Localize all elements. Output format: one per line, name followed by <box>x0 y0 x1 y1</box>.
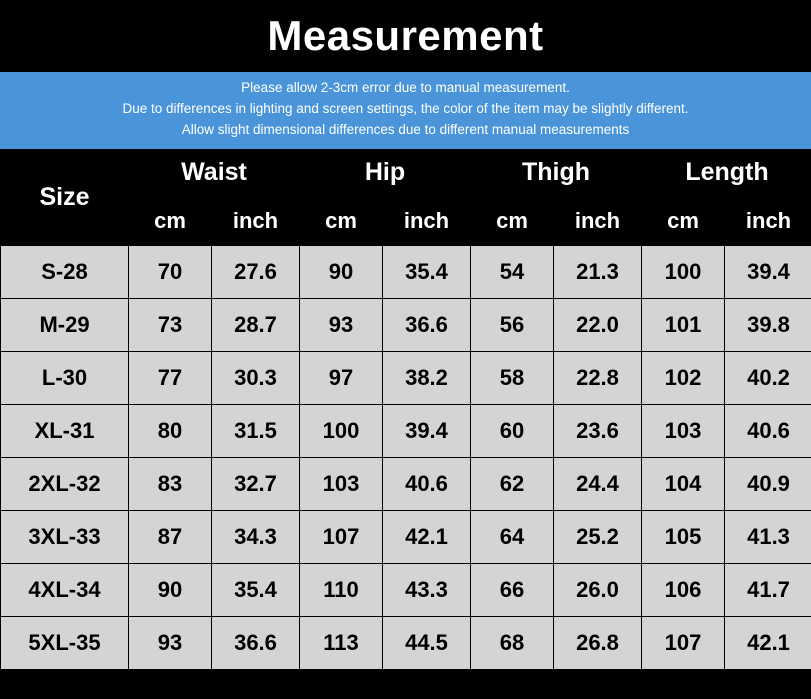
cell-length-cm: 101 <box>642 298 725 351</box>
header-unit-thigh-inch: inch <box>554 196 642 245</box>
page-title: Measurement <box>267 12 544 59</box>
cell-hip-inch: 35.4 <box>383 245 471 298</box>
header-unit-waist-cm: cm <box>129 196 212 245</box>
size-table <box>0 149 811 670</box>
cell-waist-inch: 31.5 <box>212 404 300 457</box>
cell-length-inch: 40.2 <box>725 351 811 404</box>
cell-waist-cm: 87 <box>129 510 212 563</box>
table-row <box>1 563 811 616</box>
cell-length-inch: 39.4 <box>725 245 811 298</box>
cell-thigh-inch: 22.8 <box>554 351 642 404</box>
header-unit-length-cm: cm <box>642 196 725 245</box>
header-unit-length-inch: inch <box>725 196 811 245</box>
table-row <box>1 404 811 457</box>
cell-hip-inch: 36.6 <box>383 298 471 351</box>
cell-length-inch: 40.9 <box>725 457 811 510</box>
table-row <box>1 245 811 298</box>
cell-hip-inch: 39.4 <box>383 404 471 457</box>
cell-waist-cm: 90 <box>129 563 212 616</box>
cell-waist-inch: 28.7 <box>212 298 300 351</box>
cell-size: 5XL-35 <box>1 616 129 669</box>
cell-hip-cm: 97 <box>300 351 383 404</box>
cell-thigh-inch: 24.4 <box>554 457 642 510</box>
cell-thigh-cm: 62 <box>471 457 554 510</box>
header-group-hip: Hip <box>300 149 471 196</box>
cell-size: 3XL-33 <box>1 510 129 563</box>
cell-hip-cm: 110 <box>300 563 383 616</box>
cell-length-inch: 39.8 <box>725 298 811 351</box>
cell-thigh-inch: 25.2 <box>554 510 642 563</box>
cell-waist-cm: 73 <box>129 298 212 351</box>
cell-waist-inch: 30.3 <box>212 351 300 404</box>
cell-length-inch: 41.7 <box>725 563 811 616</box>
cell-thigh-inch: 22.0 <box>554 298 642 351</box>
cell-hip-cm: 100 <box>300 404 383 457</box>
table-row <box>1 298 811 351</box>
cell-thigh-inch: 23.6 <box>554 404 642 457</box>
cell-thigh-cm: 64 <box>471 510 554 563</box>
cell-waist-inch: 35.4 <box>212 563 300 616</box>
cell-hip-cm: 90 <box>300 245 383 298</box>
cell-hip-inch: 38.2 <box>383 351 471 404</box>
cell-waist-inch: 36.6 <box>212 616 300 669</box>
notice-banner <box>0 72 811 149</box>
cell-thigh-cm: 54 <box>471 245 554 298</box>
cell-length-cm: 102 <box>642 351 725 404</box>
cell-length-inch: 40.6 <box>725 404 811 457</box>
cell-length-cm: 100 <box>642 245 725 298</box>
header-group-thigh: Thigh <box>471 149 642 196</box>
cell-hip-cm: 93 <box>300 298 383 351</box>
header-unit-waist-inch: inch <box>212 196 300 245</box>
table-row <box>1 351 811 404</box>
cell-waist-cm: 93 <box>129 616 212 669</box>
cell-waist-cm: 83 <box>129 457 212 510</box>
cell-size: XL-31 <box>1 404 129 457</box>
header-size: Size <box>1 149 129 245</box>
cell-size: M-29 <box>1 298 129 351</box>
header-unit-thigh-cm: cm <box>471 196 554 245</box>
cell-thigh-cm: 56 <box>471 298 554 351</box>
table-row <box>1 616 811 669</box>
notice-line-2: Due to differences in lighting and screen settings, the color of the item may be slightly different. <box>122 100 689 116</box>
title-bar <box>0 0 811 72</box>
cell-length-cm: 103 <box>642 404 725 457</box>
cell-hip-cm: 103 <box>300 457 383 510</box>
cell-hip-inch: 42.1 <box>383 510 471 563</box>
cell-thigh-cm: 68 <box>471 616 554 669</box>
header-group-length: Length <box>642 149 811 196</box>
cell-hip-cm: 113 <box>300 616 383 669</box>
cell-waist-inch: 34.3 <box>212 510 300 563</box>
table-row <box>1 457 811 510</box>
cell-length-inch: 41.3 <box>725 510 811 563</box>
table-row <box>1 510 811 563</box>
cell-thigh-inch: 26.8 <box>554 616 642 669</box>
cell-hip-inch: 43.3 <box>383 563 471 616</box>
cell-size: 4XL-34 <box>1 563 129 616</box>
header-group-waist: Waist <box>129 149 300 196</box>
cell-thigh-inch: 21.3 <box>554 245 642 298</box>
cell-hip-inch: 40.6 <box>383 457 471 510</box>
header-unit-hip-inch: inch <box>383 196 471 245</box>
cell-waist-inch: 27.6 <box>212 245 300 298</box>
header-group-row <box>1 149 811 196</box>
cell-length-inch: 42.1 <box>725 616 811 669</box>
cell-size: L-30 <box>1 351 129 404</box>
cell-size: S-28 <box>1 245 129 298</box>
cell-length-cm: 107 <box>642 616 725 669</box>
cell-waist-cm: 70 <box>129 245 212 298</box>
cell-waist-cm: 80 <box>129 404 212 457</box>
cell-size: 2XL-32 <box>1 457 129 510</box>
table-body <box>1 245 811 669</box>
cell-length-cm: 104 <box>642 457 725 510</box>
cell-length-cm: 106 <box>642 563 725 616</box>
cell-thigh-inch: 26.0 <box>554 563 642 616</box>
cell-thigh-cm: 66 <box>471 563 554 616</box>
cell-waist-inch: 32.7 <box>212 457 300 510</box>
cell-thigh-cm: 58 <box>471 351 554 404</box>
cell-length-cm: 105 <box>642 510 725 563</box>
header-unit-hip-cm: cm <box>300 196 383 245</box>
notice-line-3: Allow slight dimensional differences due to different manual measurements <box>181 121 630 137</box>
cell-waist-cm: 77 <box>129 351 212 404</box>
table-head <box>1 149 811 245</box>
cell-hip-cm: 107 <box>300 510 383 563</box>
notice-line-1: Please allow 2-3cm error due to manual measurement. <box>241 80 570 95</box>
cell-thigh-cm: 60 <box>471 404 554 457</box>
table-container <box>0 149 811 699</box>
cell-hip-inch: 44.5 <box>383 616 471 669</box>
